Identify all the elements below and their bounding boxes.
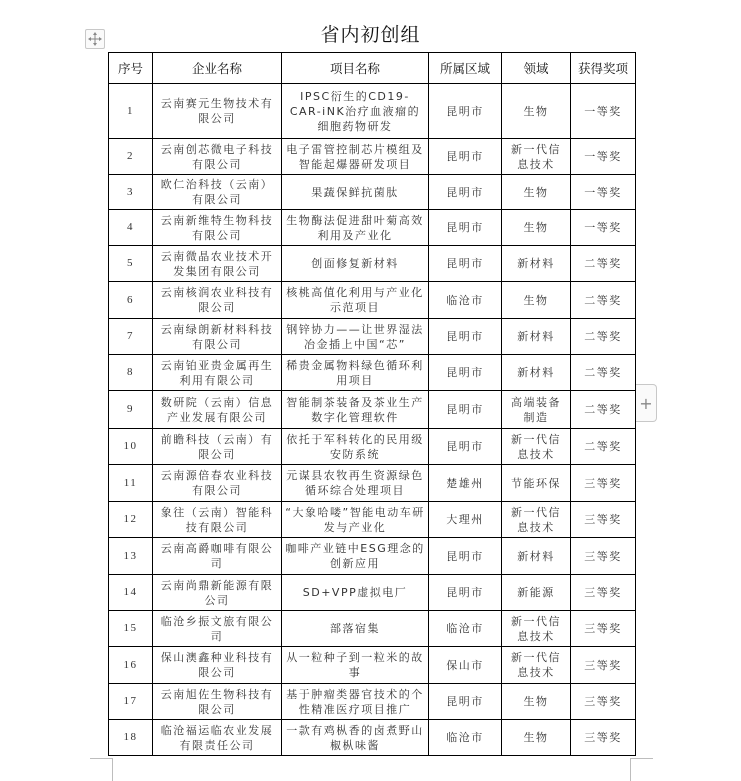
region-cell: 昆明市: [429, 210, 502, 246]
header-field: 领域: [502, 53, 571, 84]
seq-cell: 11: [109, 465, 153, 502]
table-row: [109, 139, 636, 175]
region-cell: 昆明市: [429, 319, 502, 355]
award-cell: 二等奖: [571, 355, 636, 391]
project-cell: IPSC衍生的CD19-CAR-iNK治疗血液瘤的细胞药物研发: [282, 84, 429, 139]
region-cell: 昆明市: [429, 429, 502, 465]
award-cell: 三等奖: [571, 502, 636, 538]
project-cell: 创面修复新材料: [282, 246, 429, 282]
seq-cell: 1: [109, 84, 153, 139]
header-region: 所属区域: [429, 53, 502, 84]
table-row: [109, 319, 636, 355]
company-cell: 云南绿朗新材料科技有限公司: [153, 319, 282, 355]
seq-cell: 6: [109, 282, 153, 319]
seq-cell: 5: [109, 246, 153, 282]
field-cell: 新能源: [502, 575, 571, 611]
region-cell: 昆明市: [429, 391, 502, 429]
table-row: [109, 684, 636, 720]
project-cell: 从一粒种子到一粒米的故事: [282, 647, 429, 684]
project-cell: 生物酶法促进甜叶菊高效利用及产业化: [282, 210, 429, 246]
table-row: [109, 575, 636, 611]
field-cell: 生物: [502, 282, 571, 319]
project-cell: SD+VPP虚拟电厂: [282, 575, 429, 611]
header-project: 项目名称: [282, 53, 429, 84]
project-cell: 元谋县农牧再生资源绿色循环综合处理项目: [282, 465, 429, 502]
company-cell: 数研院（云南）信息产业发展有限公司: [153, 391, 282, 429]
seq-cell: 10: [109, 429, 153, 465]
seq-cell: 17: [109, 684, 153, 720]
table-row: [109, 391, 636, 429]
field-cell: 生物: [502, 175, 571, 210]
field-cell: 节能环保: [502, 465, 571, 502]
move-arrows-icon: [88, 32, 102, 46]
add-row-button[interactable]: [636, 384, 657, 422]
company-cell: 云南核润农业科技有限公司: [153, 282, 282, 319]
project-cell: 咖啡产业链中ESG理念的创新应用: [282, 538, 429, 575]
award-cell: 三等奖: [571, 684, 636, 720]
seq-cell: 9: [109, 391, 153, 429]
seq-cell: 7: [109, 319, 153, 355]
region-cell: 昆明市: [429, 175, 502, 210]
field-cell: 新一代信息技术: [502, 647, 571, 684]
seq-cell: 18: [109, 720, 153, 756]
table-row: [109, 647, 636, 684]
award-cell: 三等奖: [571, 720, 636, 756]
project-cell: 钢锌协力——让世界湿法冶金插上中国“芯”: [282, 319, 429, 355]
table-move-handle[interactable]: [85, 29, 105, 49]
field-cell: 新材料: [502, 246, 571, 282]
award-cell: 二等奖: [571, 246, 636, 282]
seq-cell: 13: [109, 538, 153, 575]
company-cell: 云南旭佐生物科技有限公司: [153, 684, 282, 720]
awards-table: [108, 52, 636, 756]
field-cell: 新材料: [502, 538, 571, 575]
table-row: [109, 210, 636, 246]
table-row: [109, 611, 636, 647]
seq-cell: 14: [109, 575, 153, 611]
field-cell: 新一代信息技术: [502, 139, 571, 175]
page-corner-mark-right: [630, 758, 653, 781]
table-row: [109, 720, 636, 756]
project-cell: 电子雷管控制芯片模组及智能起爆器研发项目: [282, 139, 429, 175]
field-cell: 新一代信息技术: [502, 429, 571, 465]
award-cell: 一等奖: [571, 84, 636, 139]
table-row: [109, 355, 636, 391]
award-cell: 三等奖: [571, 647, 636, 684]
project-cell: 基于肿瘤类器官技术的个性精准医疗项目推广: [282, 684, 429, 720]
field-cell: 生物: [502, 84, 571, 139]
seq-cell: 16: [109, 647, 153, 684]
award-cell: 二等奖: [571, 282, 636, 319]
field-cell: 新材料: [502, 355, 571, 391]
table-row: [109, 246, 636, 282]
region-cell: 昆明市: [429, 538, 502, 575]
seq-cell: 4: [109, 210, 153, 246]
page-title: 省内初创组: [320, 24, 421, 46]
company-cell: 象往（云南）智能科技有限公司: [153, 502, 282, 538]
header-company: 企业名称: [153, 53, 282, 84]
project-cell: “大象哈喽”智能电动车研发与产业化: [282, 502, 429, 538]
field-cell: 新一代信息技术: [502, 502, 571, 538]
field-cell: 新一代信息技术: [502, 611, 571, 647]
region-cell: 昆明市: [429, 684, 502, 720]
table-row: [109, 538, 636, 575]
company-cell: 云南铂亚贵金属再生利用有限公司: [153, 355, 282, 391]
company-cell: 云南尚鼎新能源有限公司: [153, 575, 282, 611]
table-row: [109, 465, 636, 502]
region-cell: 大理州: [429, 502, 502, 538]
header-award: 获得奖项: [571, 53, 636, 84]
project-cell: 一款有鸡枞香的卤煮野山椒枞味酱: [282, 720, 429, 756]
seq-cell: 15: [109, 611, 153, 647]
company-cell: 临沧乡振文旅有限公司: [153, 611, 282, 647]
company-cell: 云南新维特生物科技有限公司: [153, 210, 282, 246]
project-cell: 果蔬保鲜抗菌肽: [282, 175, 429, 210]
company-cell: 云南高爵咖啡有限公司: [153, 538, 282, 575]
award-cell: 三等奖: [571, 611, 636, 647]
table-row: [109, 502, 636, 538]
company-cell: 欧仁治科技（云南）有限公司: [153, 175, 282, 210]
table-row: [109, 175, 636, 210]
company-cell: 保山澳鑫种业科技有限公司: [153, 647, 282, 684]
field-cell: 生物: [502, 684, 571, 720]
seq-cell: 12: [109, 502, 153, 538]
region-cell: 楚雄州: [429, 465, 502, 502]
table-header-row: [109, 53, 636, 84]
region-cell: 昆明市: [429, 246, 502, 282]
page-corner-mark-left: [90, 758, 113, 781]
region-cell: 昆明市: [429, 139, 502, 175]
seq-cell: 3: [109, 175, 153, 210]
table-row: [109, 84, 636, 139]
award-cell: 三等奖: [571, 465, 636, 502]
project-cell: 依托于军科转化的民用级安防系统: [282, 429, 429, 465]
field-cell: 生物: [502, 210, 571, 246]
award-cell: 二等奖: [571, 319, 636, 355]
award-cell: 一等奖: [571, 210, 636, 246]
company-cell: 云南微晶农业技术开发集团有限公司: [153, 246, 282, 282]
region-cell: 临沧市: [429, 282, 502, 319]
field-cell: 新材料: [502, 319, 571, 355]
project-cell: 核桃高值化利用与产业化示范项目: [282, 282, 429, 319]
region-cell: 昆明市: [429, 575, 502, 611]
award-cell: 一等奖: [571, 139, 636, 175]
award-cell: 一等奖: [571, 175, 636, 210]
project-cell: 智能制茶装备及茶业生产数字化管理软件: [282, 391, 429, 429]
company-cell: 临沧福运临农业发展有限责任公司: [153, 720, 282, 756]
region-cell: 昆明市: [429, 355, 502, 391]
company-cell: 云南赛元生物技术有限公司: [153, 84, 282, 139]
company-cell: 云南源倍春农业科技有限公司: [153, 465, 282, 502]
award-cell: 三等奖: [571, 575, 636, 611]
header-seq: 序号: [109, 53, 153, 84]
field-cell: 高端装备制造: [502, 391, 571, 429]
table-row: [109, 429, 636, 465]
seq-cell: 2: [109, 139, 153, 175]
field-cell: 生物: [502, 720, 571, 756]
region-cell: 保山市: [429, 647, 502, 684]
region-cell: 临沧市: [429, 611, 502, 647]
company-cell: 云南创芯微电子科技有限公司: [153, 139, 282, 175]
award-cell: 三等奖: [571, 538, 636, 575]
table-row: [109, 282, 636, 319]
region-cell: 昆明市: [429, 84, 502, 139]
company-cell: 前瞻科技（云南）有限公司: [153, 429, 282, 465]
award-cell: 二等奖: [571, 429, 636, 465]
region-cell: 临沧市: [429, 720, 502, 756]
seq-cell: 8: [109, 355, 153, 391]
plus-icon: +: [639, 393, 653, 413]
project-cell: 部落宿集: [282, 611, 429, 647]
award-cell: 二等奖: [571, 391, 636, 429]
project-cell: 稀贵金属物料绿色循环利用项目: [282, 355, 429, 391]
